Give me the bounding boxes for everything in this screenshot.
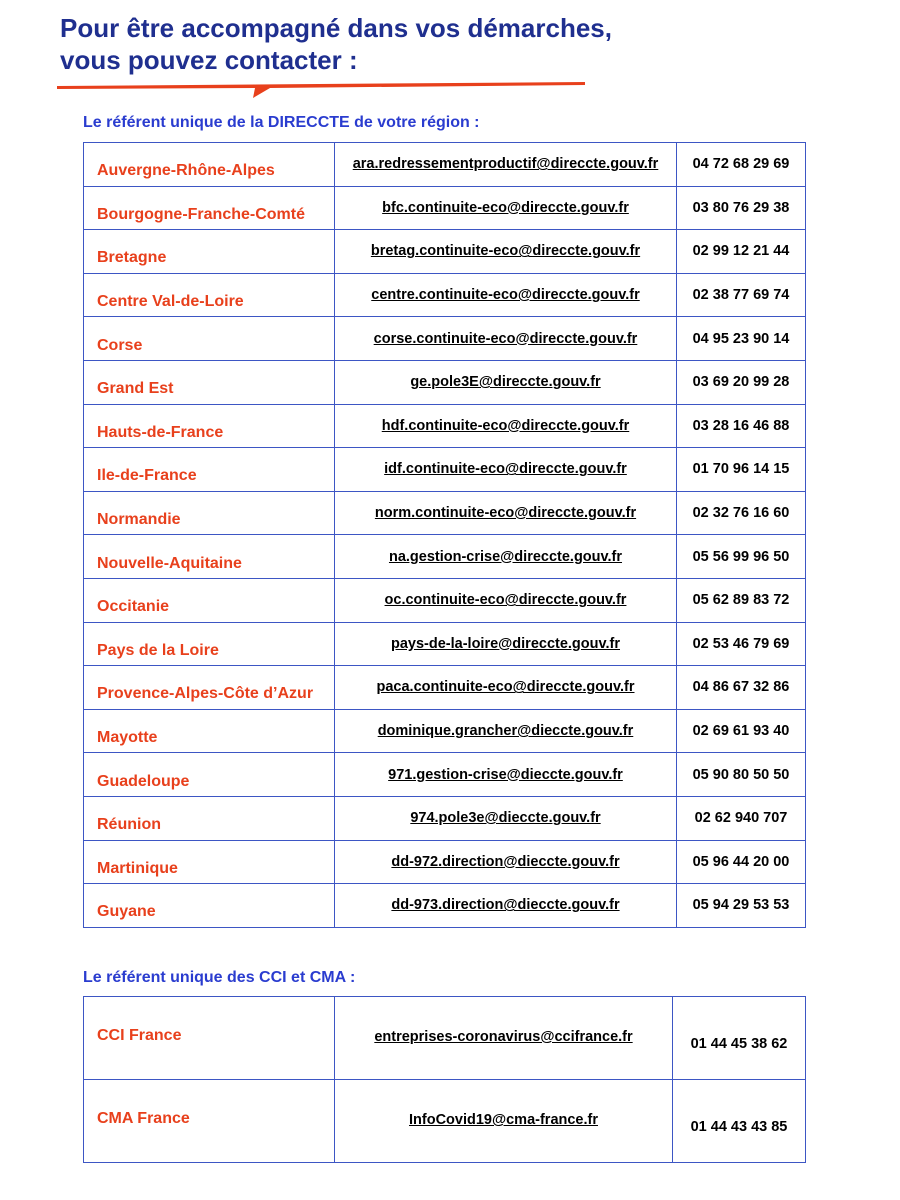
phone-number: 02 32 76 16 60 <box>677 491 806 535</box>
email-cell <box>335 360 677 404</box>
phone-number: 03 28 16 46 88 <box>677 404 806 448</box>
region-name: Centre Val-de-Loire <box>84 273 335 317</box>
phone-number: 05 90 80 50 50 <box>677 753 806 797</box>
email-cell <box>335 753 677 797</box>
phone-number: 03 80 76 29 38 <box>677 186 806 230</box>
email-link[interactable]: dd-973.direction@dieccte.gouv.fr <box>391 897 620 914</box>
region-name: Corse <box>84 317 335 361</box>
email-link[interactable]: norm.continuite-eco@direccte.gouv.fr <box>374 505 637 522</box>
phone-number: 01 44 43 43 85 <box>673 1080 806 1163</box>
region-name: Occitanie <box>84 578 335 622</box>
phone-number: 03 69 20 99 28 <box>677 360 806 404</box>
table-row <box>84 622 806 666</box>
phone-number: 05 96 44 20 00 <box>677 840 806 884</box>
region-name: CMA France <box>84 1080 335 1163</box>
email-link[interactable]: corse.continuite-eco@direccte.gouv.fr <box>373 330 638 347</box>
phone-number: 05 56 99 96 50 <box>677 535 806 579</box>
table-row <box>84 666 806 710</box>
email-link[interactable]: paca.continuite-eco@direccte.gouv.fr <box>376 679 635 696</box>
title-line-1: Pour être accompagné dans vos démarches, <box>60 13 612 43</box>
region-name: Provence-Alpes-Côte d’Azur <box>84 666 335 710</box>
table-row <box>84 1080 806 1163</box>
region-name: Hauts-de-France <box>84 404 335 448</box>
email-link[interactable]: idf.continuite-eco@direccte.gouv.fr <box>384 461 627 478</box>
email-cell <box>335 143 677 187</box>
phone-number: 01 44 45 38 62 <box>673 997 806 1080</box>
table-row <box>84 578 806 622</box>
cci-cma-contacts-table <box>83 996 806 1163</box>
email-link[interactable]: ge.pole3E@direccte.gouv.fr <box>410 374 601 391</box>
email-cell <box>335 1080 673 1163</box>
email-link[interactable]: 971.gestion-crise@dieccte.gouv.fr <box>388 766 623 783</box>
email-link[interactable]: 974.pole3e@dieccte.gouv.fr <box>410 810 601 827</box>
email-cell <box>335 796 677 840</box>
email-link[interactable]: dominique.grancher@dieccte.gouv.fr <box>377 723 634 740</box>
phone-number: 04 72 68 29 69 <box>677 143 806 187</box>
title-line-2: vous pouvez contacter : <box>60 45 358 75</box>
region-name: Bourgogne-Franche-Comté <box>84 186 335 230</box>
email-cell <box>335 230 677 274</box>
region-name: Réunion <box>84 796 335 840</box>
email-link[interactable]: bretag.continuite-eco@direccte.gouv.fr <box>370 243 641 260</box>
email-cell <box>335 997 673 1080</box>
table-row <box>84 796 806 840</box>
table-row <box>84 273 806 317</box>
email-link[interactable]: bfc.continuite-eco@direccte.gouv.fr <box>382 199 629 216</box>
table-row <box>84 884 806 928</box>
email-cell <box>335 709 677 753</box>
table-row <box>84 317 806 361</box>
email-cell <box>335 535 677 579</box>
email-link[interactable]: pays-de-la-loire@direccte.gouv.fr <box>390 635 620 652</box>
table-row <box>84 143 806 187</box>
email-cell <box>335 491 677 535</box>
region-name: Pays de la Loire <box>84 622 335 666</box>
table-row <box>84 535 806 579</box>
email-cell <box>335 666 677 710</box>
email-cell <box>335 404 677 448</box>
phone-number: 01 70 96 14 15 <box>677 448 806 492</box>
region-name: Guadeloupe <box>84 753 335 797</box>
email-link[interactable]: dd-972.direction@dieccte.gouv.fr <box>391 853 620 870</box>
table-row <box>84 491 806 535</box>
table-row <box>84 840 806 884</box>
direccte-section-label: Le référent unique de la DIRECCTE de votre région : <box>83 114 480 131</box>
phone-number: 02 69 61 93 40 <box>677 709 806 753</box>
region-name: CCI France <box>84 997 335 1080</box>
phone-number: 04 86 67 32 86 <box>677 666 806 710</box>
cci-cma-section-label: Le référent unique des CCI et CMA : <box>83 969 356 986</box>
phone-number: 02 99 12 21 44 <box>677 230 806 274</box>
email-cell <box>335 317 677 361</box>
email-cell <box>335 622 677 666</box>
email-link[interactable]: entreprises-coronavirus@ccifrance.fr <box>374 1029 633 1045</box>
region-name: Bretagne <box>84 230 335 274</box>
email-cell <box>335 578 677 622</box>
table-row <box>84 230 806 274</box>
region-name: Normandie <box>84 491 335 535</box>
email-link[interactable]: ara.redressementproductif@direccte.gouv.fr <box>352 156 659 173</box>
email-cell <box>335 448 677 492</box>
page-title <box>60 12 612 76</box>
email-cell <box>335 186 677 230</box>
email-link[interactable]: hdf.continuite-eco@direccte.gouv.fr <box>381 417 630 434</box>
table-row <box>84 448 806 492</box>
email-link[interactable]: na.gestion-crise@direccte.gouv.fr <box>388 548 623 565</box>
table-row <box>84 709 806 753</box>
email-cell <box>335 840 677 884</box>
phone-number: 02 62 940 707 <box>677 796 806 840</box>
email-cell <box>335 884 677 928</box>
phone-number: 02 38 77 69 74 <box>677 273 806 317</box>
direccte-contacts-table <box>83 142 806 928</box>
phone-number: 04 95 23 90 14 <box>677 317 806 361</box>
region-name: Nouvelle-Aquitaine <box>84 535 335 579</box>
region-name: Mayotte <box>84 709 335 753</box>
phone-number: 05 94 29 53 53 <box>677 884 806 928</box>
table-row <box>84 186 806 230</box>
title-underline-decoration <box>55 76 595 102</box>
email-link[interactable]: centre.continuite-eco@direccte.gouv.fr <box>371 287 640 304</box>
phone-number: 05 62 89 83 72 <box>677 578 806 622</box>
email-link[interactable]: InfoCovid19@cma-france.fr <box>409 1112 598 1128</box>
table-row <box>84 997 806 1080</box>
email-link[interactable]: oc.continuite-eco@direccte.gouv.fr <box>384 592 627 609</box>
region-name: Grand Est <box>84 360 335 404</box>
email-cell <box>335 273 677 317</box>
phone-number: 02 53 46 79 69 <box>677 622 806 666</box>
region-name: Martinique <box>84 840 335 884</box>
region-name: Auvergne-Rhône-Alpes <box>84 143 335 187</box>
table-row <box>84 404 806 448</box>
region-name: Ile-de-France <box>84 448 335 492</box>
table-row <box>84 360 806 404</box>
table-row <box>84 753 806 797</box>
region-name: Guyane <box>84 884 335 928</box>
